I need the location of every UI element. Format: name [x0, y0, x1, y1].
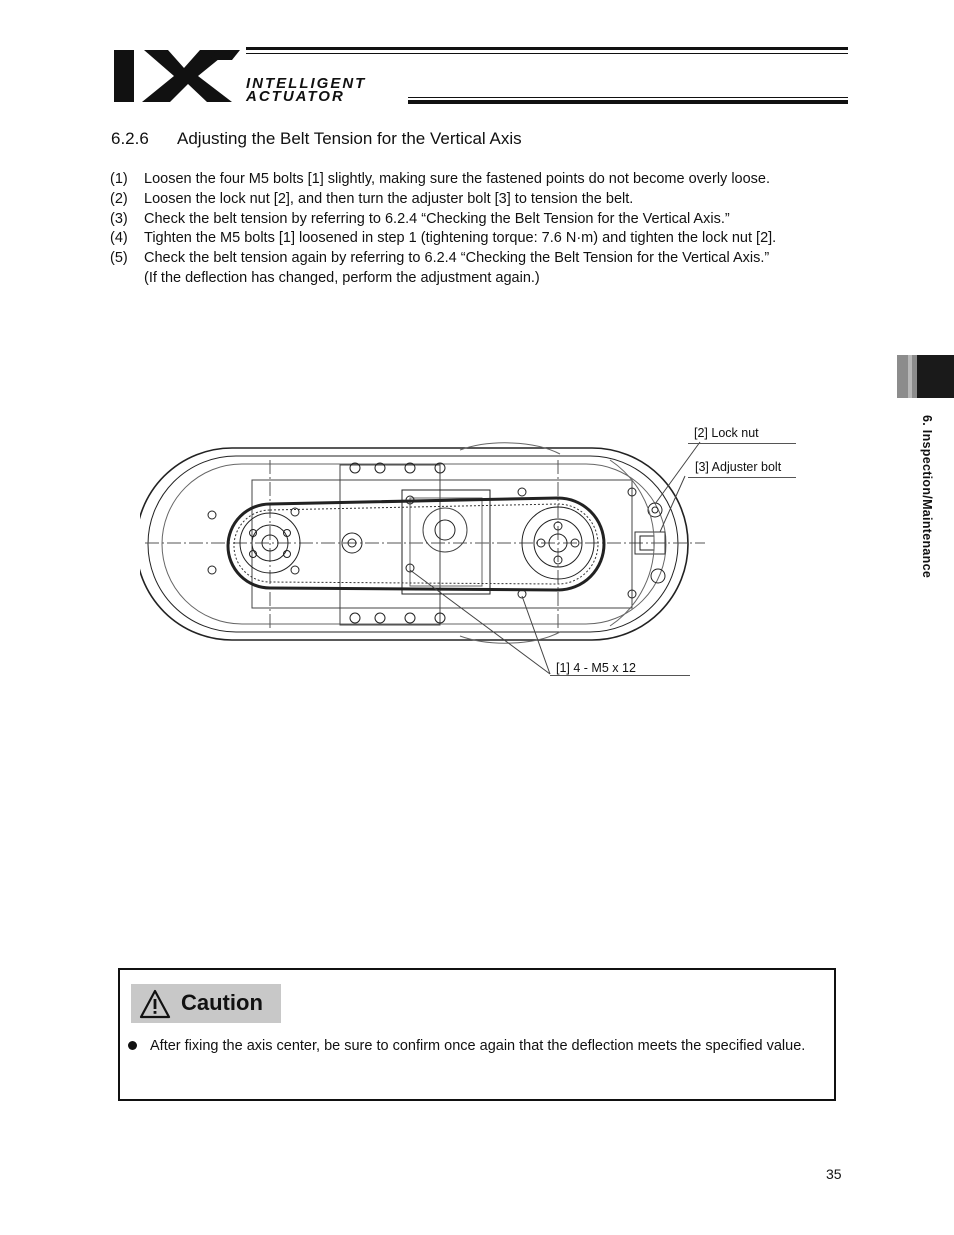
- callout-adjuster-bolt: [3] Adjuster bolt: [695, 460, 782, 474]
- step-text: Loosen the four M5 bolts [1] slightly, making sure the fastened points do not become overly loose.: [144, 171, 771, 187]
- belt-assembly-drawing: [140, 420, 720, 680]
- header-rule-bottom-thin: [408, 97, 848, 98]
- side-tab-label: 6. Inspection/Maintenance: [920, 415, 934, 579]
- step-1: [110, 170, 850, 190]
- section-title: Adjusting the Belt Tension for the Vertical Axis: [177, 129, 522, 148]
- step-5-continuation: (If the deflection has changed, perform the adjustment again.): [144, 269, 540, 286]
- step-text: Check the belt tension again by referring to 6.2.4 “Checking the Belt Tension for the Vertical Axis.”: [144, 250, 770, 267]
- step-4: [110, 229, 850, 249]
- bullet-icon: [128, 1041, 137, 1050]
- caution-heading: Caution: [181, 990, 263, 1015]
- step-5: [110, 249, 850, 269]
- warning-triangle-icon: [139, 989, 171, 1019]
- step-text: Tighten the M5 bolts [1] loosened in step 1 (tightening torque: 7.6 N·m) and tighten the lock nut [2].: [144, 230, 777, 247]
- callout-lock-nut-underline: [688, 443, 796, 444]
- step-2: [110, 190, 850, 210]
- ix-logo-mark: [112, 46, 242, 104]
- side-tab-marker-light: [897, 355, 917, 398]
- page-number: 35: [826, 1166, 842, 1182]
- logo-text-line1: INTELLIGENT: [246, 75, 367, 92]
- step-number: (4): [110, 230, 128, 247]
- side-tab-marker-dark: [917, 355, 954, 398]
- header-rule-top: [246, 47, 848, 50]
- step-number: (5): [110, 250, 128, 267]
- section-number: 6.2.6: [111, 129, 149, 148]
- callout-adjuster-bolt-underline: [688, 477, 796, 478]
- side-tab-marker-strip: [908, 355, 912, 398]
- step-number: (2): [110, 190, 128, 207]
- step-number: (1): [110, 171, 128, 187]
- callout-bolts-underline: [550, 675, 690, 676]
- step-3: [110, 210, 850, 230]
- header-rule-top-thin: [246, 53, 848, 54]
- callout-bolts: [1] 4 - M5 x 12: [556, 661, 636, 675]
- header-rule-bottom: [408, 100, 848, 104]
- section-heading: [111, 129, 522, 149]
- callout-lock-nut: [2] Lock nut: [694, 426, 759, 440]
- logo-text-line2: ACTUATOR: [246, 88, 345, 105]
- step-text: Check the belt tension by referring to 6.2.4 “Checking the Belt Tension for the Vertical Axis.”: [144, 210, 730, 227]
- step-number: (3): [110, 210, 128, 227]
- step-text: Loosen the lock nut [2], and then turn the adjuster bolt [3] to tension the belt.: [144, 190, 634, 207]
- caution-text: After fixing the axis center, be sure to confirm once again that the deflection meets the specified value.: [150, 1038, 806, 1054]
- procedure-steps: [110, 170, 850, 289]
